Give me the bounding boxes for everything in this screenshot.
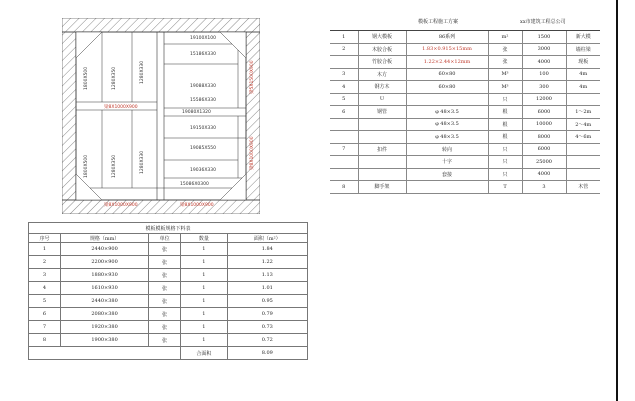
cell: 张 xyxy=(488,56,522,69)
plan-label: 1800X500 xyxy=(84,66,89,90)
plan-label: 1280X330 xyxy=(140,60,145,84)
cell: 1.84 xyxy=(227,243,307,256)
cell: 1 xyxy=(181,243,227,256)
cell: 4m xyxy=(566,81,600,94)
plan-label: 19036X330 xyxy=(190,168,216,173)
plan-label: 1800X500 xyxy=(84,154,89,178)
cell: 1 xyxy=(330,31,358,44)
cell: 4000 xyxy=(522,56,566,69)
cell: 1 xyxy=(181,308,227,321)
cell: 1 xyxy=(181,321,227,334)
cell: 1 xyxy=(181,269,227,282)
cell: 100 xyxy=(522,68,566,81)
cell: 4 xyxy=(29,282,61,295)
cell: 扣件 xyxy=(358,143,406,156)
cell: 25000 xyxy=(522,156,566,169)
cell: 1610×930 xyxy=(60,282,148,295)
cell: 墙柱梁 xyxy=(566,43,600,56)
cell: 5 xyxy=(330,93,358,106)
cell: 张 xyxy=(149,308,181,321)
cell xyxy=(566,143,600,156)
column-header: 单位 xyxy=(149,234,181,243)
column-header: 面积（m²） xyxy=(227,234,307,243)
floor-plan-lines xyxy=(62,18,260,214)
cell: 1900×380 xyxy=(60,334,148,347)
cell: 1.22 xyxy=(227,256,307,269)
cell: 张 xyxy=(149,243,181,256)
cell: 2 xyxy=(29,256,61,269)
plan-label: 1280X350 xyxy=(112,154,117,178)
cell: 4000 xyxy=(522,168,566,181)
table-total-row xyxy=(29,347,308,360)
plan-red-label: 梁8X1000X900 xyxy=(250,136,255,170)
cell: 2～4m xyxy=(566,118,600,131)
table-row xyxy=(330,93,600,106)
plan-red-label: 梁5X1500X900 xyxy=(250,60,255,94)
cell: 新大模 xyxy=(566,31,600,44)
plan-label: 15086X0300 xyxy=(180,182,209,187)
column-header: 规格（mm） xyxy=(60,234,148,243)
cell: 2080×380 xyxy=(60,308,148,321)
cell: 根 xyxy=(488,106,522,119)
cell: 1500 xyxy=(522,31,566,44)
plan-label: 15586X330 xyxy=(190,98,216,103)
cell: 张 xyxy=(149,321,181,334)
cell: 张 xyxy=(149,282,181,295)
cell: 根 xyxy=(488,131,522,144)
cell: 根 xyxy=(488,118,522,131)
cell: 0.73 xyxy=(227,321,307,334)
table-row xyxy=(29,243,308,256)
cell: 7 xyxy=(330,143,358,156)
cell xyxy=(29,347,181,360)
cell xyxy=(330,168,358,181)
title-left: 模板工程施工方案 xyxy=(418,19,459,25)
table-row xyxy=(29,321,308,334)
cell: M³ xyxy=(488,81,522,94)
cell xyxy=(330,156,358,169)
table-row xyxy=(330,106,600,119)
table-row xyxy=(29,256,308,269)
cell: 12000 xyxy=(522,93,566,106)
cutting-list-table xyxy=(28,222,308,360)
column-header: 序号 xyxy=(29,234,61,243)
table-row xyxy=(330,156,600,169)
cell: φ 48×3.5 xyxy=(406,118,488,131)
cell: 10000 xyxy=(522,118,566,131)
plan-red-label: 梁8X1000X900 xyxy=(104,105,138,110)
table-row xyxy=(29,269,308,282)
cell: U xyxy=(358,93,406,106)
plan-label: 19100X100 xyxy=(190,36,216,41)
cell: 只 xyxy=(488,93,522,106)
cell: 6 xyxy=(29,308,61,321)
table-header-row xyxy=(29,234,308,243)
cell: 1.22×2.44×12mm xyxy=(406,56,488,69)
plan-label: 1280X350 xyxy=(112,66,117,90)
cell: 钢大模板 xyxy=(358,31,406,44)
table-row xyxy=(330,43,600,56)
cell xyxy=(330,56,358,69)
cell: 十字 xyxy=(406,156,488,169)
table-row xyxy=(330,56,600,69)
cell: 86系列 xyxy=(406,31,488,44)
cell: 张 xyxy=(149,334,181,347)
cell: 4m xyxy=(566,68,600,81)
materials-table xyxy=(330,30,600,194)
table-row xyxy=(29,334,308,347)
cell: 1～2m xyxy=(566,106,600,119)
cell xyxy=(406,93,488,106)
cell: 木管 xyxy=(566,181,600,194)
cell: 1 xyxy=(29,243,61,256)
plan-label: 19085X550 xyxy=(190,146,216,151)
cell: 0.79 xyxy=(227,308,307,321)
cell: 6 xyxy=(330,106,358,119)
cell xyxy=(566,156,600,169)
table-row xyxy=(29,295,308,308)
cell: 只 xyxy=(488,156,522,169)
cell: 张 xyxy=(149,269,181,282)
page-edge-rule xyxy=(616,0,618,401)
cell: 只 xyxy=(488,143,522,156)
cell: 木方 xyxy=(358,68,406,81)
plan-red-label: 梁8X1000X900 xyxy=(180,203,214,208)
plan-label: 1280X330 xyxy=(140,150,145,174)
cell: 3 xyxy=(330,68,358,81)
table-row xyxy=(29,308,308,321)
cell: 张 xyxy=(488,43,522,56)
cell: 套接 xyxy=(406,168,488,181)
floor-plan xyxy=(62,18,260,214)
total-label: 合面积 xyxy=(181,347,227,360)
cell xyxy=(330,118,358,131)
cell: 1 xyxy=(181,334,227,347)
plan-label: 19150X330 xyxy=(190,126,216,131)
table-row xyxy=(330,68,600,81)
plan-label: 19088X330 xyxy=(190,84,216,89)
cell: 1.83×0.915×15mm xyxy=(406,43,488,56)
table-row xyxy=(330,81,600,94)
table-row xyxy=(330,131,600,144)
cell: 8 xyxy=(29,334,61,347)
cell: 只 xyxy=(488,168,522,181)
column-header: 数量 xyxy=(181,234,227,243)
cell: 张 xyxy=(149,295,181,308)
cell: 1.13 xyxy=(227,269,307,282)
cell: 木胶合板 xyxy=(358,43,406,56)
cell: 3 xyxy=(29,269,61,282)
cell: 转向 xyxy=(406,143,488,156)
cell xyxy=(358,118,406,131)
cell: 1 xyxy=(181,295,227,308)
plan-red-label: 梁8X1000X900 xyxy=(104,203,138,208)
cell: 0.95 xyxy=(227,295,307,308)
cell xyxy=(358,156,406,169)
cell: 7 xyxy=(29,321,61,334)
cell: 1 xyxy=(181,256,227,269)
cell: 4～6m xyxy=(566,131,600,144)
table-row xyxy=(330,143,600,156)
cell: M³ xyxy=(488,68,522,81)
cell: 300 xyxy=(522,81,566,94)
cell: 张 xyxy=(149,256,181,269)
cell: 5 xyxy=(29,295,61,308)
cell: 0.72 xyxy=(227,334,307,347)
cell xyxy=(330,131,358,144)
cell xyxy=(406,181,488,194)
cell: T xyxy=(488,181,522,194)
cell: 竹胶合板 xyxy=(358,56,406,69)
cell: 3000 xyxy=(522,43,566,56)
plan-label: 19080X1320 xyxy=(182,110,211,115)
cell: 8000 xyxy=(522,131,566,144)
cell: 1920×380 xyxy=(60,321,148,334)
total-value: 8.09 xyxy=(227,347,307,360)
cell: 1 xyxy=(181,282,227,295)
cell: 2440×380 xyxy=(60,295,148,308)
cell: φ 48×3.5 xyxy=(406,131,488,144)
table-row xyxy=(330,168,600,181)
cell: 60×80 xyxy=(406,68,488,81)
cell: 6000 xyxy=(522,143,566,156)
materials-table-title xyxy=(330,14,600,28)
cell: φ 48×3.5 xyxy=(406,106,488,119)
cell xyxy=(566,93,600,106)
cell: 钢方木 xyxy=(358,81,406,94)
cell xyxy=(358,168,406,181)
cell: 钢管 xyxy=(358,106,406,119)
plan-label: 15186X330 xyxy=(190,52,216,57)
cell: 3 xyxy=(522,181,566,194)
table-row xyxy=(330,181,600,194)
cell: 8 xyxy=(330,181,358,194)
cell: m² xyxy=(488,31,522,44)
cell: 1880×930 xyxy=(60,269,148,282)
table-row xyxy=(29,282,308,295)
table-caption: 模板模板规格下料表 xyxy=(29,223,308,234)
cell: 现板 xyxy=(566,56,600,69)
cell: 2 xyxy=(330,43,358,56)
title-right: xx市建筑工程总公司 xyxy=(520,19,566,25)
cell: 脚手架 xyxy=(358,181,406,194)
cell: 6000 xyxy=(522,106,566,119)
cell: 4 xyxy=(330,81,358,94)
cell: 2200×900 xyxy=(60,256,148,269)
cell: 2440×900 xyxy=(60,243,148,256)
cell: 1.01 xyxy=(227,282,307,295)
table-row xyxy=(330,31,600,44)
cell xyxy=(358,131,406,144)
table-row xyxy=(330,118,600,131)
cell: 60×80 xyxy=(406,81,488,94)
cell xyxy=(566,168,600,181)
